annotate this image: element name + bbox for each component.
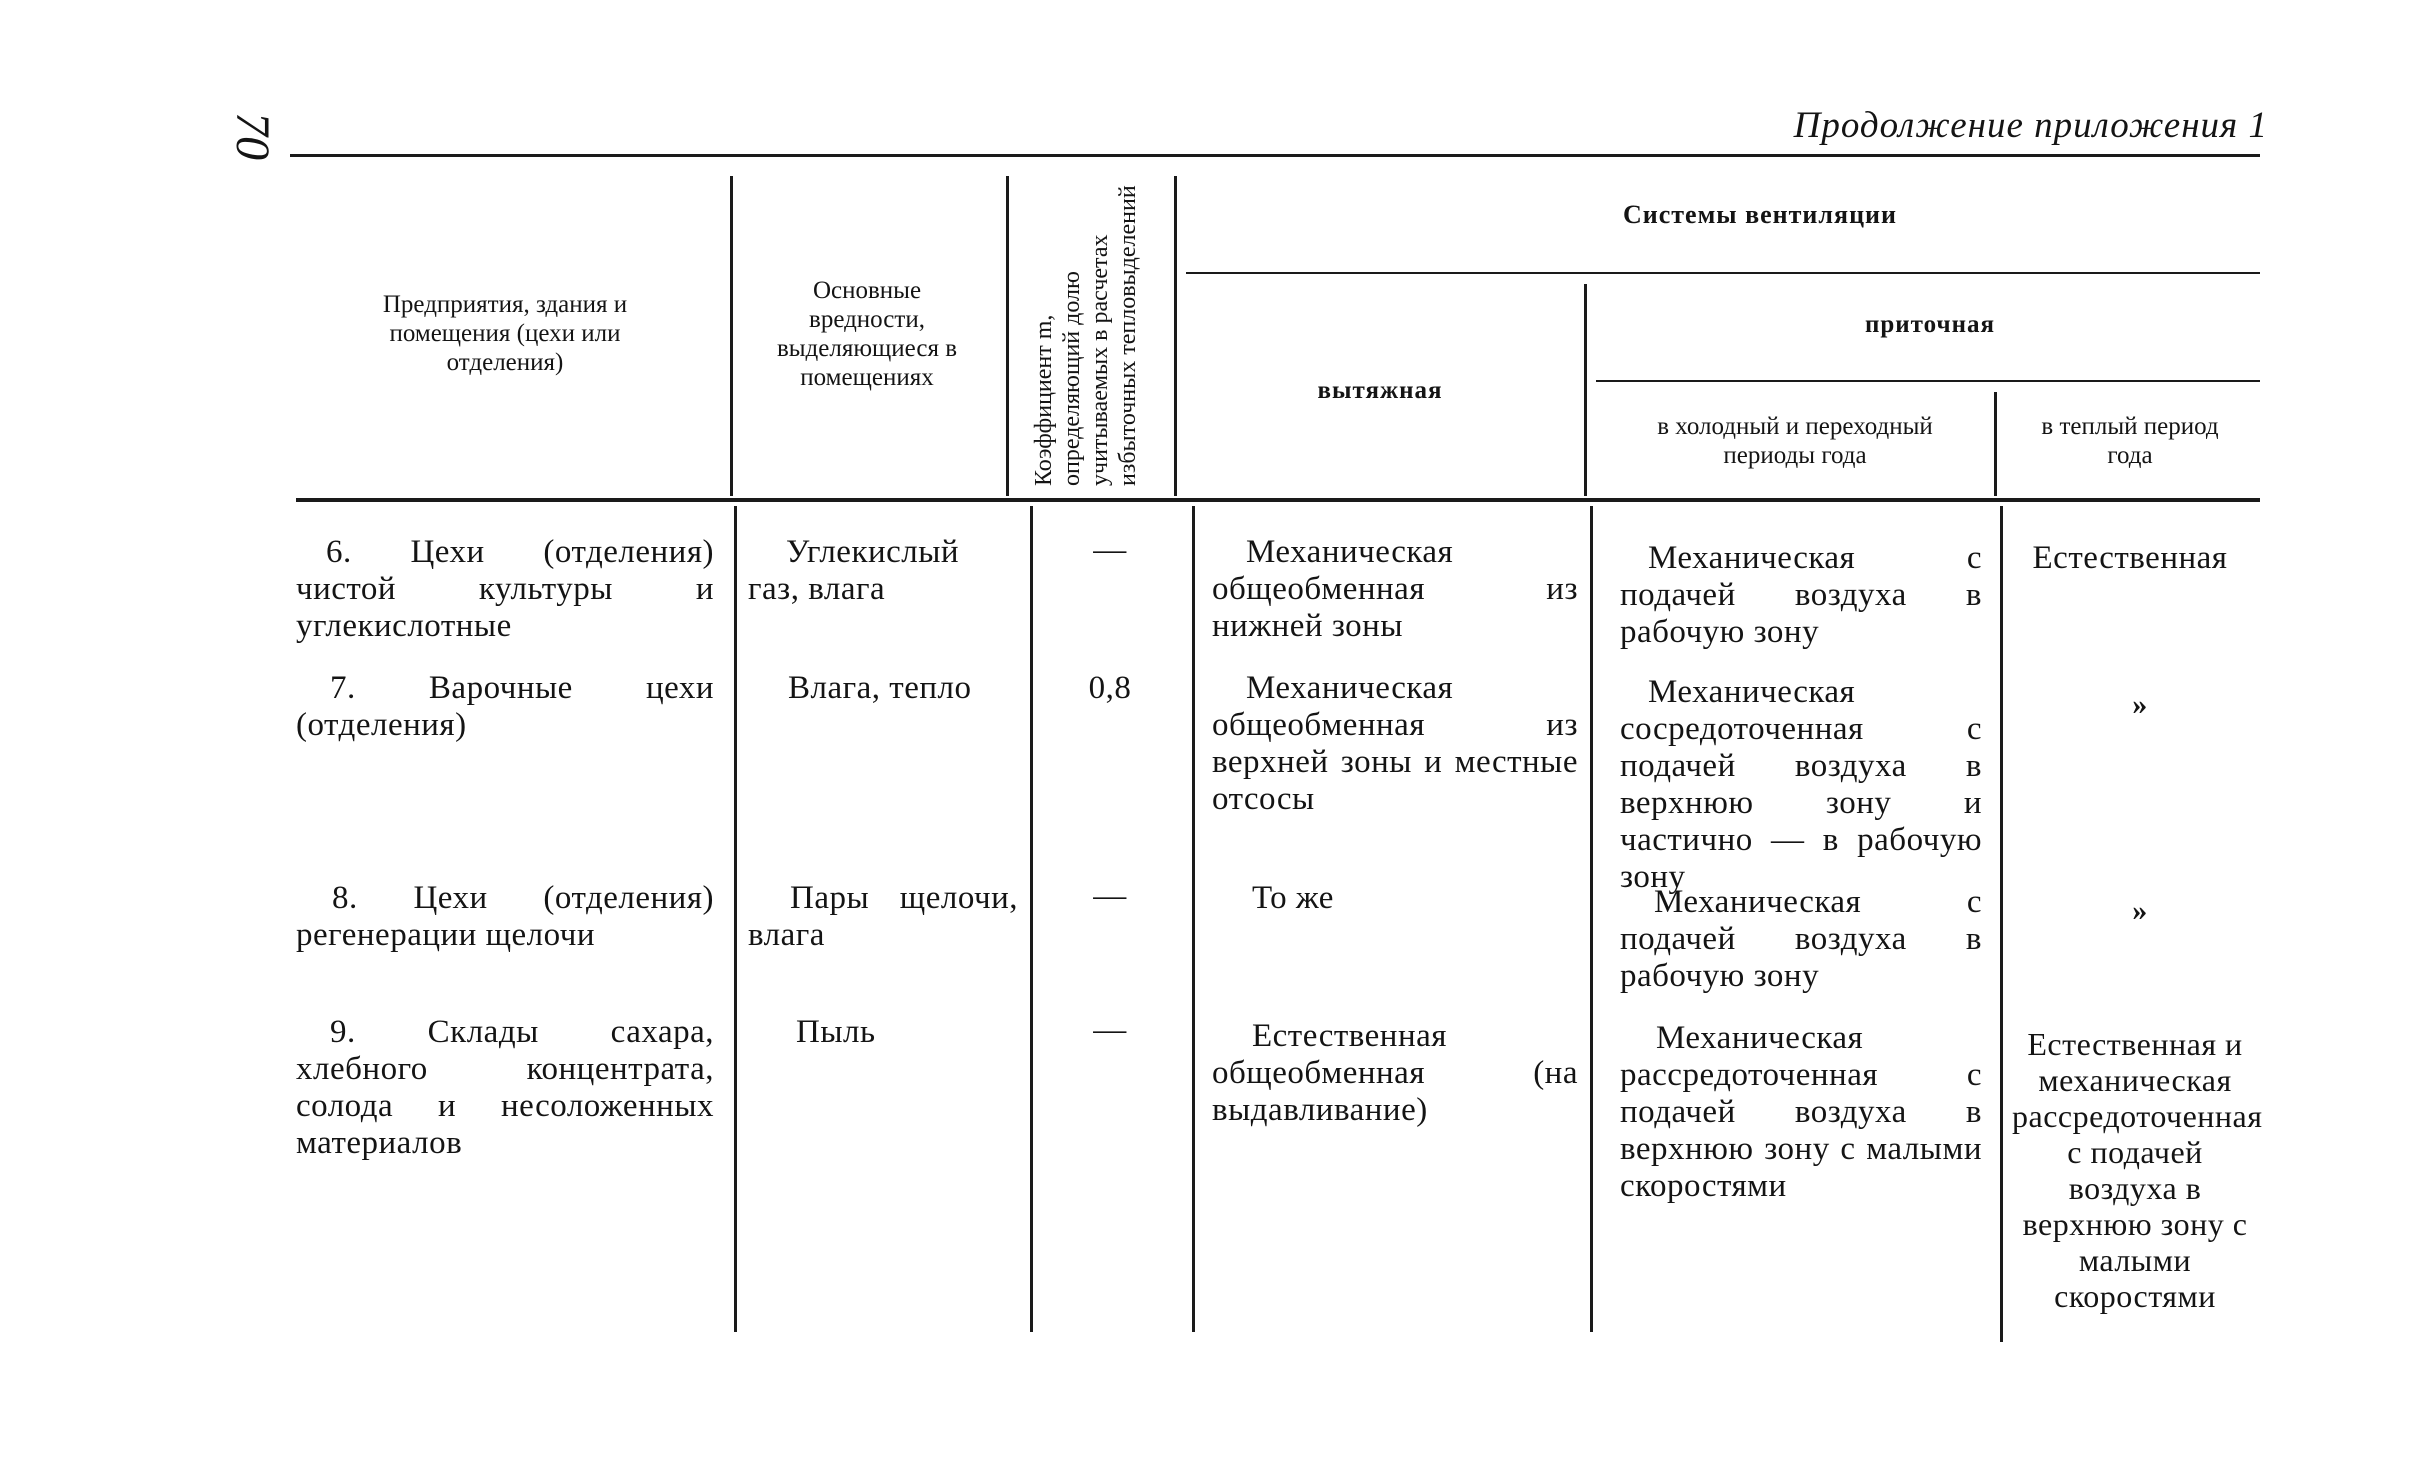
row-8-enterprise: 8. Цехи (отделения) регенерации щелочи (296, 880, 714, 953)
header-bottom-rule (296, 498, 2260, 502)
header-supply-warm: в теплый период года (2041, 413, 2219, 469)
body-divider-2 (1030, 506, 1033, 1332)
row-8-coefficient: — (1093, 878, 1127, 914)
row-6-supply-warm: Естественная (2032, 540, 2228, 576)
body-divider-3 (1192, 506, 1195, 1332)
row-8-supply-warm: » (2132, 894, 2148, 927)
header-divider-4 (1584, 284, 1587, 496)
header-divider-3 (1174, 176, 1177, 496)
supply-rule (1596, 380, 2260, 382)
row-6-coefficient: — (1093, 532, 1127, 568)
row-6-hazards: Углекислый газ, влага (748, 534, 960, 607)
header-enterprises: Предприятия, здания и помещения (цехи или отделения) (382, 291, 628, 376)
continuation-title: Продолжение приложения 1 (1793, 105, 2268, 146)
header-systems: Системы вентиляции (1622, 200, 1898, 229)
body-divider-1 (734, 506, 737, 1332)
header-exhaust: вытяжная (1317, 377, 1443, 404)
header-hazards: Основные вредности, выделяющиеся в помещениях (776, 277, 958, 391)
row-9-hazards: Пыль (796, 1014, 876, 1050)
row-7-hazards: Влага, тепло (788, 670, 972, 706)
row-7-supply-warm: » (2132, 688, 2148, 721)
row-8-hazards: Пары щелочи, влага (748, 880, 1018, 953)
row-6-exhaust: Механическая общеобменная из нижней зоны (1212, 534, 1578, 644)
row-7-coefficient: 0,8 (1088, 670, 1132, 706)
header-supply-cold: в холодный и переходный периоды года (1657, 413, 1933, 469)
header-divider-5 (1994, 392, 1997, 496)
row-7-exhaust: Механическая общеобменная из верхней зоны и местные отсосы (1212, 670, 1578, 817)
systems-rule (1186, 272, 2260, 274)
row-8-exhaust: То же (1252, 880, 1334, 916)
row-9-supply-cold: Механическая рассредоточенная с подачей воздуха в верхнюю зону с малыми скоростями (1620, 1020, 1982, 1204)
row-9-exhaust: Естественная общеобменная (на выдавливание) (1212, 1018, 1578, 1128)
row-6-enterprise: 6. Цехи (отделения) чистой культуры и углекислотные (296, 534, 714, 644)
header-coefficient: Коэффициент m, определяющий долю учитываемых в расчетах избыточных тепловыделений (1031, 185, 1141, 486)
body-divider-4 (1590, 506, 1593, 1332)
header-divider-2 (1006, 176, 1009, 496)
page-number: 70 (226, 112, 279, 160)
row-7-enterprise: 7. Варочные цехи (отделения) (296, 670, 714, 743)
body-divider-5 (2000, 506, 2003, 1342)
row-7-supply-cold: Механическая сосредоточенная с подачей воздуха в верхнюю зону и частично — в рабочую зону (1620, 674, 1982, 895)
top-rule (290, 154, 2260, 157)
header-supply: приточная (1864, 311, 1996, 338)
row-6-supply-cold: Механическая с подачей воздуха в рабочую зону (1620, 540, 1982, 650)
row-8-supply-cold: Механическая с подачей воздуха в рабочую зону (1620, 884, 1982, 994)
row-9-enterprise: 9. Склады сахара, хлебного концентрата, солода и несоложенных материалов (296, 1014, 714, 1161)
row-9-supply-warm: Естественная и механическая рассредоточенная с подачей воздуха в верхнюю зону с малыми скоростями (2012, 1026, 2263, 1314)
row-9-coefficient: — (1093, 1012, 1127, 1048)
header-divider-1 (730, 176, 733, 496)
